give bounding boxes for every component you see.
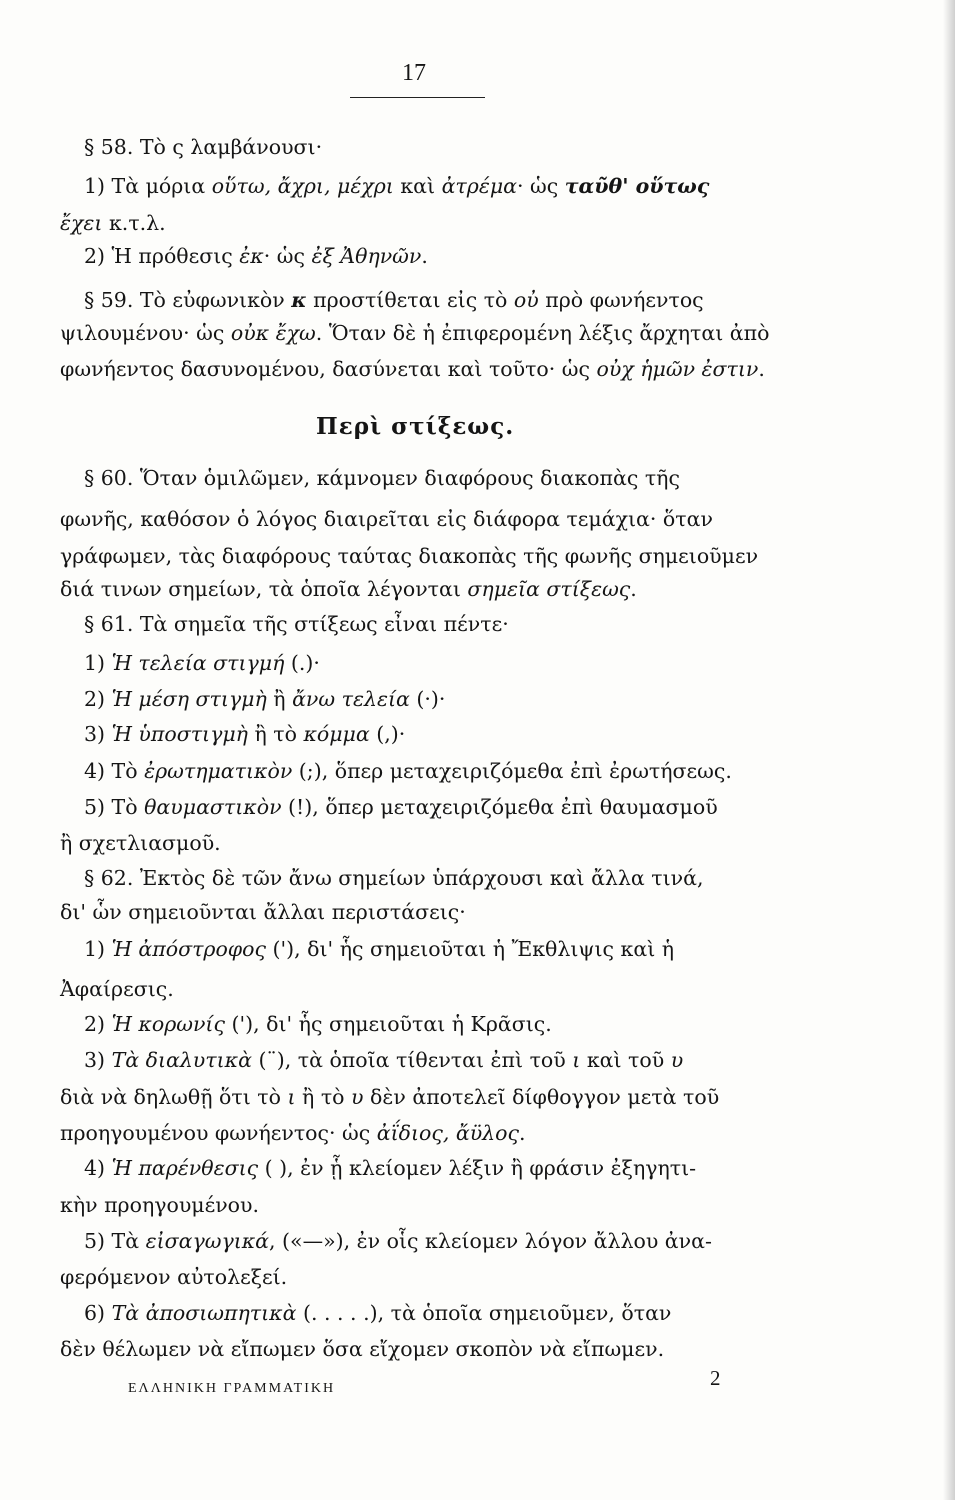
text-line: [60, 573, 637, 606]
text-line: [60, 353, 765, 386]
text-run: .: [630, 577, 637, 601]
emphasized-text: σημεῖα στίξεως: [467, 577, 631, 601]
text-line: [60, 207, 166, 240]
page-number: 17: [402, 60, 426, 86]
emphasized-text: κόμμα: [303, 722, 370, 746]
text-line: [84, 1044, 683, 1077]
text-run: 2) Ἡ πρόθεσις: [84, 244, 240, 268]
emphasized-text: ἄνω τελεία: [292, 687, 410, 711]
text-run: (,)·: [369, 722, 406, 746]
text-run: § 62. Ἐκτὸς δὲ τῶν ἄνω σημείων ὑπάρχουσι καὶ ἄλλα τινά,: [84, 866, 704, 890]
text-run: προστίθεται εἰς τὸ: [306, 288, 514, 312]
page-edge-shadow: [943, 0, 955, 1500]
text-line: [84, 683, 445, 716]
footer-signature: ΕΛΛΗΝΙΚΗ ΓΡΑΜΜΑΤΙΚΗ: [128, 1381, 336, 1396]
emphasized-text: Ἡ κορωνίς: [111, 1012, 225, 1036]
emphasized-text: ἔχει: [60, 211, 103, 235]
text-run: (¨), τὰ ὁποῖα τίθενται ἐπὶ τοῦ: [251, 1048, 573, 1072]
text-line: [84, 608, 509, 641]
text-run: δι' ὧν σημειοῦνται ἄλλαι περιστάσεις·: [60, 900, 466, 924]
section-title: Περὶ στίξεως.: [316, 413, 515, 440]
text-line: [60, 1333, 664, 1366]
emphasized-text: υ: [670, 1048, 684, 1072]
text-line: [60, 503, 713, 536]
text-run: διὰ νὰ δηλωθῇ ὅτι τὸ: [60, 1085, 288, 1109]
text-line: [84, 647, 320, 680]
text-run: .: [519, 1121, 526, 1145]
text-run: 2): [84, 687, 112, 711]
text-run: 3): [84, 722, 112, 746]
emphasized-text: ἐκ: [239, 244, 264, 268]
text-line: [60, 1261, 287, 1294]
emphasized-text: κ: [291, 288, 307, 312]
text-run: ψιλουμένου· ὡς: [60, 321, 231, 345]
text-line: [60, 896, 466, 929]
text-line: [84, 791, 718, 824]
text-run: 5) Τὰ: [84, 1229, 146, 1253]
text-line: [84, 1225, 712, 1258]
text-run: .: [421, 244, 428, 268]
text-run: . Ὅταν δὲ ἡ ἐπιφερομένη λέξις ἄρχηται ἀπὸ: [315, 321, 770, 345]
emphasized-text: Ἡ ἀπόστροφος: [111, 937, 266, 961]
emphasized-text: ι: [572, 1048, 581, 1072]
emphasized-text: ι: [287, 1085, 296, 1109]
text-run: ('), δι' ἧς σημειοῦται ἡ Κρᾶσις.: [224, 1012, 552, 1036]
text-run: πρὸ φωνήεντος: [538, 288, 704, 312]
text-run: § 59. Τὸ εὐφωνικὸν: [84, 288, 292, 312]
text-run: καὶ: [393, 174, 442, 198]
text-line: [84, 240, 428, 273]
text-line: [84, 862, 703, 895]
text-line: [84, 1297, 671, 1330]
emphasized-text: ἐρωτηματικὸν: [144, 759, 293, 783]
text-run: φερόμενον αὐτολεξεί.: [60, 1265, 288, 1289]
text-run: (. . . . .), τὰ ὁποῖα σημειοῦμεν, ὅταν: [296, 1301, 672, 1325]
text-run: γράφωμεν, τὰς διαφόρους ταύτας διακοπὰς τῆς φωνῆς σημειοῦμεν: [60, 544, 759, 568]
text-run: 1) Τὰ μόρια: [84, 174, 212, 198]
text-line: [84, 170, 709, 203]
header-rule: [350, 97, 485, 98]
text-run: καὶ τοῦ: [580, 1048, 671, 1072]
text-line: [60, 827, 221, 860]
emphasized-text: Τὰ ἀποσιωπητικὰ: [111, 1301, 297, 1325]
text-run: προηγουμένου φωνήεντος· ὡς: [60, 1121, 377, 1145]
emphasized-text: οὐ: [513, 288, 539, 312]
text-run: ( ), ἐν ᾗ κλείομεν λέξιν ἢ φράσιν ἐξηγητι-: [258, 1156, 697, 1180]
text-run: 2): [84, 1012, 112, 1036]
text-run: (·)·: [409, 687, 446, 711]
text-line: [84, 462, 680, 495]
emphasized-text: ἐξ Ἀθηνῶν: [311, 244, 422, 268]
text-line: [60, 1081, 719, 1114]
text-line: [84, 1152, 696, 1185]
text-line: [84, 933, 674, 966]
text-run: 3): [84, 1048, 112, 1072]
emphasized-text: Ἡ τελεία στιγμή: [111, 651, 285, 675]
emphasized-text: οὐκ ἔχω: [230, 321, 316, 345]
emphasized-text: Ἡ ὑποστιγμὴ: [111, 722, 248, 746]
emphasized-text: οὕτω, ἄχρι, μέχρι: [211, 174, 394, 198]
text-run: διά τινων σημείων, τὰ ὁποῖα λέγονται: [60, 577, 468, 601]
emphasized-text: υ: [351, 1085, 364, 1109]
text-line: [60, 1189, 259, 1222]
text-run: κ.τ.λ.: [102, 211, 166, 235]
text-run: 4): [84, 1156, 112, 1180]
text-run: 1): [84, 937, 112, 961]
text-run: § 58. Τὸ ς λαμβάνουσι·: [84, 135, 323, 159]
text-run: , («—»), ἐν οἷς κλείομεν λόγον ἄλλου ἀνα-: [269, 1229, 712, 1253]
text-line: [60, 1117, 526, 1150]
text-run: κὴν προηγουμένου.: [60, 1193, 260, 1217]
text-line: [60, 540, 758, 573]
text-run: (!), ὅπερ μεταχειριζόμεθα ἐπὶ θαυμασμοῦ: [281, 795, 718, 819]
emphasized-text: Ἡ μέση στιγμὴ: [111, 687, 267, 711]
text-run: ἢ: [266, 687, 293, 711]
emphasized-text: ταῦθ' οὕτως: [564, 174, 710, 198]
text-run: 1): [84, 651, 112, 675]
emphasized-text: ἀτρέμα: [441, 174, 517, 198]
text-line: [84, 1008, 552, 1041]
text-run: · ὡς: [516, 174, 565, 198]
text-run: ἢ τὸ: [247, 722, 304, 746]
emphasized-text: Ἡ παρένθεσις: [111, 1156, 259, 1180]
text-run: (;), ὅπερ μεταχειριζόμεθα ἐπὶ ἐρωτήσεως.: [292, 759, 732, 783]
text-line: [60, 317, 769, 350]
text-run: φωνήεντος δασυνομένου, δασύνεται καὶ τοῦτο· ὡς: [60, 357, 597, 381]
text-run: 6): [84, 1301, 112, 1325]
text-run: (.)·: [284, 651, 320, 675]
text-run: ('), δι' ἧς σημειοῦται ἡ Ἔκθλιψις καὶ ἡ: [265, 937, 675, 961]
text-run: ἢ τὸ: [295, 1085, 352, 1109]
text-line: [84, 284, 704, 317]
emphasized-text: ἀΐδιος, ἄϋλος: [376, 1121, 519, 1145]
text-line: [84, 755, 732, 788]
text-run: 4) Τὸ: [84, 759, 145, 783]
footer-sheet-number: 2: [710, 1366, 721, 1390]
text-line: [84, 131, 322, 164]
text-run: φωνῆς, καθόσον ὁ λόγος διαιρεῖται εἰς διάφορα τεμάχια· ὅταν: [60, 507, 713, 531]
text-run: § 60. Ὅταν ὁμιλῶμεν, κάμνομεν διαφόρους διακοπὰς τῆς: [84, 466, 680, 490]
text-run: ἢ σχετλιασμοῦ.: [60, 831, 221, 855]
text-run: § 61. Τὰ σημεῖα τῆς στίξεως εἶναι πέντε·: [84, 612, 509, 636]
text-line: [60, 973, 174, 1006]
emphasized-text: θαυμαστικὸν: [144, 795, 282, 819]
text-run: δὲν θέλωμεν νὰ εἴπωμεν ὅσα εἴχομεν σκοπὸν νὰ εἴπωμεν.: [60, 1337, 665, 1361]
emphasized-text: Τὰ διαλυτικὰ: [111, 1048, 252, 1072]
text-run: Ἀφαίρεσις.: [60, 977, 174, 1001]
emphasized-text: οὐχ ἡμῶν ἐστιν: [596, 357, 759, 381]
text-line: [84, 718, 405, 751]
emphasized-text: εἰσαγωγικά: [145, 1229, 270, 1253]
text-run: · ὡς: [263, 244, 312, 268]
text-run: δὲν ἀποτελεῖ δίφθογγον μετὰ τοῦ: [363, 1085, 720, 1109]
text-run: 5) Τὸ: [84, 795, 145, 819]
text-run: .: [758, 357, 765, 381]
